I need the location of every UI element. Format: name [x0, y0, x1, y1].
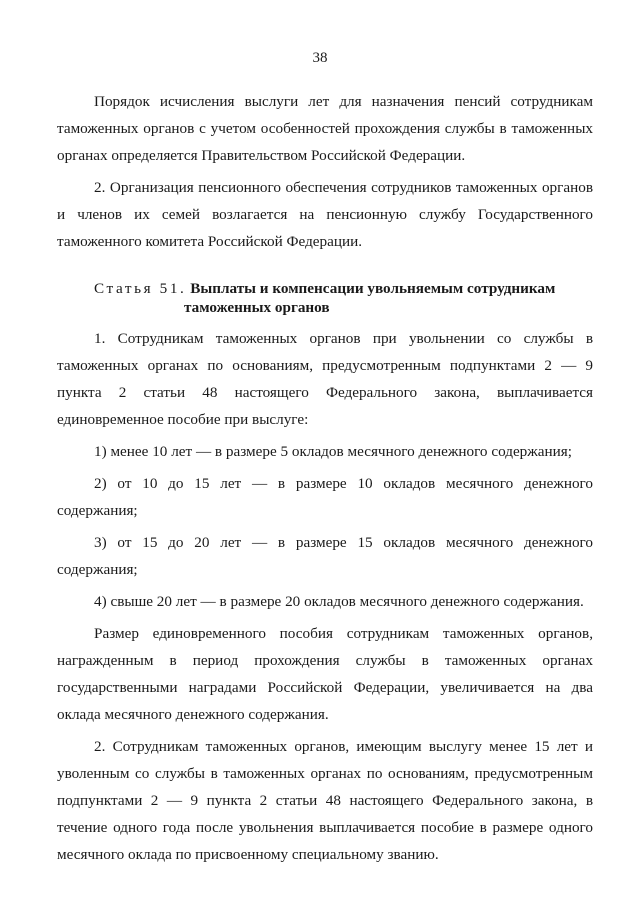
- page-number: 38: [312, 50, 328, 66]
- article-title-line-1: Выплаты и компенсации увольняемым сотрудникам: [190, 280, 556, 297]
- article-label: Статья 51.: [94, 280, 187, 297]
- article-heading: [57, 279, 593, 317]
- paragraph-pension-calculation: Порядок исчисления выслуги лет для назначения пенсий сотрудникам таможенных органов с учетом особенностей прохождения службы в таможенных органах определяется Правительством Российской Федерации.: [57, 93, 593, 164]
- paragraph-state-awards-increase: Размер единовременного пособия сотрудникам таможенных органов, награжденным в период прохождения службы в таможенных органах государственными наградами Российской Федерации, увеличивается на два оклада месячного денежного содержания.: [57, 625, 593, 723]
- article-title-line-2: таможенных органов: [184, 299, 330, 316]
- list-item-over-20-years: 4) свыше 20 лет — в размере 20 окладов месячного денежного содержания.: [94, 593, 584, 610]
- paragraph-lump-sum-allowance: 1. Сотрудникам таможенных органов при увольнении со службы в таможенных органах по основаниям, предусмотренным подпунктами 2 — 9 пункта 2 статьи 48 настоящего Федерального закона, выплачивается единовременное пособие при выслуге:: [57, 330, 593, 428]
- list-item-under-10-years: 1) менее 10 лет — в размере 5 окладов месячного денежного содержания;: [94, 443, 572, 460]
- list-item-10-to-15-years: 2) от 10 до 15 лет — в размере 10 окладов месячного денежного содержания;: [57, 475, 593, 519]
- document-body: [57, 88, 593, 868]
- paragraph-pension-organization: 2. Организация пенсионного обеспечения сотрудников таможенных органов и членов их семей возлагается на пенсионную службу Государственного таможенного комитета Российской Федерации.: [57, 179, 593, 250]
- paragraph-monthly-salary-allowance: 2. Сотрудникам таможенных органов, имеющим выслугу менее 15 лет и уволенным со службы в таможенных органах по основаниям, предусмотренным подпунктами 2 — 9 пункта 2 статьи 48 настоящего Федерального закона, в течение одного года после увольнения выплачивается пособие в размере одного месячного оклада по присвоенному специальному званию.: [57, 738, 593, 863]
- list-item-15-to-20-years: 3) от 15 до 20 лет — в размере 15 окладов месячного денежного содержания;: [57, 534, 593, 578]
